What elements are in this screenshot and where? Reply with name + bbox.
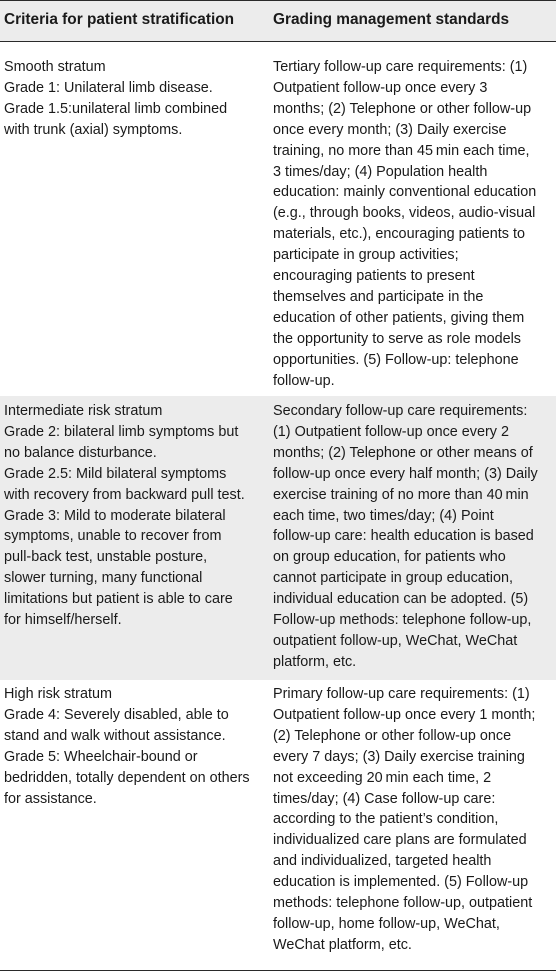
top-rule bbox=[0, 0, 556, 1]
table-row bbox=[0, 42, 556, 396]
table-row bbox=[0, 396, 556, 680]
criteria-cell: High risk stratum Grade 4: Severely disabled, able to stand and walk without assistance. Grade 5: Wheelchair-bound or bedridden, totally dependent on others for assistance. bbox=[4, 686, 250, 807]
table-row bbox=[0, 680, 556, 970]
standards-cell: Tertiary follow-up care requirements: (1) Outpatient follow-up once every 3 months; (2) Telephone or other follow-up once every month; (3) Daily exercise training, no more than 45 min each time, 3 times/day; (4) Population health education: mainly conventional education (e.g., through books, videos, audio-visual materials, etc.), encouraging patients to participate in group activities; encouraging patients to present themselves and participate in the education of other patients, giving them the opportunity to serve as role models opportunities. (5) Follow-up: telephone follow-up. bbox=[273, 59, 537, 389]
table-header-row bbox=[0, 0, 556, 41]
header-criteria: Criteria for patient stratification bbox=[4, 11, 235, 28]
criteria-cell: Smooth stratum Grade 1: Unilateral limb disease. Grade 1.5:unilateral limb combined with trunk (axial) symptoms. bbox=[4, 59, 228, 138]
criteria-cell: Intermediate risk stratum Grade 2: bilateral limb symptoms but no balance disturbance. Grade 2.5: Mild bilateral symptoms with recovery from backward pull test. Grade 3: Mild to moderate bilateral symptoms, unable to recover from pull-back test, unstable posture, slower turning, many functional limitations but patient is able to care for himself/herself. bbox=[4, 403, 245, 629]
standards-cell: Secondary follow-up care requirements: (1) Outpatient follow-up once every 2 months; (2) Telephone or other means of follow-up once every half month; (3) Daily exercise training of no more than 40 min each time, two times/day; (4) Point follow-up care: health education is based on group education, for patients who cannot participate in group education, individual education can be adopted. (5) Follow-up methods: telephone follow-up, outpatient follow-up, WeChat, WeChat platform, etc. bbox=[273, 403, 538, 670]
standards-cell: Primary follow-up care requirements: (1) Outpatient follow-up once every 1 month; (2) Telephone or other follow-up once every 7 days; (3) Daily exercise training not exceeding 20 min each time, 2 times/day; (4) Case follow-up care: according to the patient’s condition, individualized care plans are formulated and individualized, targeted health education is implemented. (5) Follow-up methods: telephone follow-up, outpatient follow-up, home follow-up, WeChat, WeChat platform, etc. bbox=[273, 686, 536, 953]
header-standards: Grading management standards bbox=[273, 11, 510, 28]
bottom-rule bbox=[0, 970, 556, 971]
